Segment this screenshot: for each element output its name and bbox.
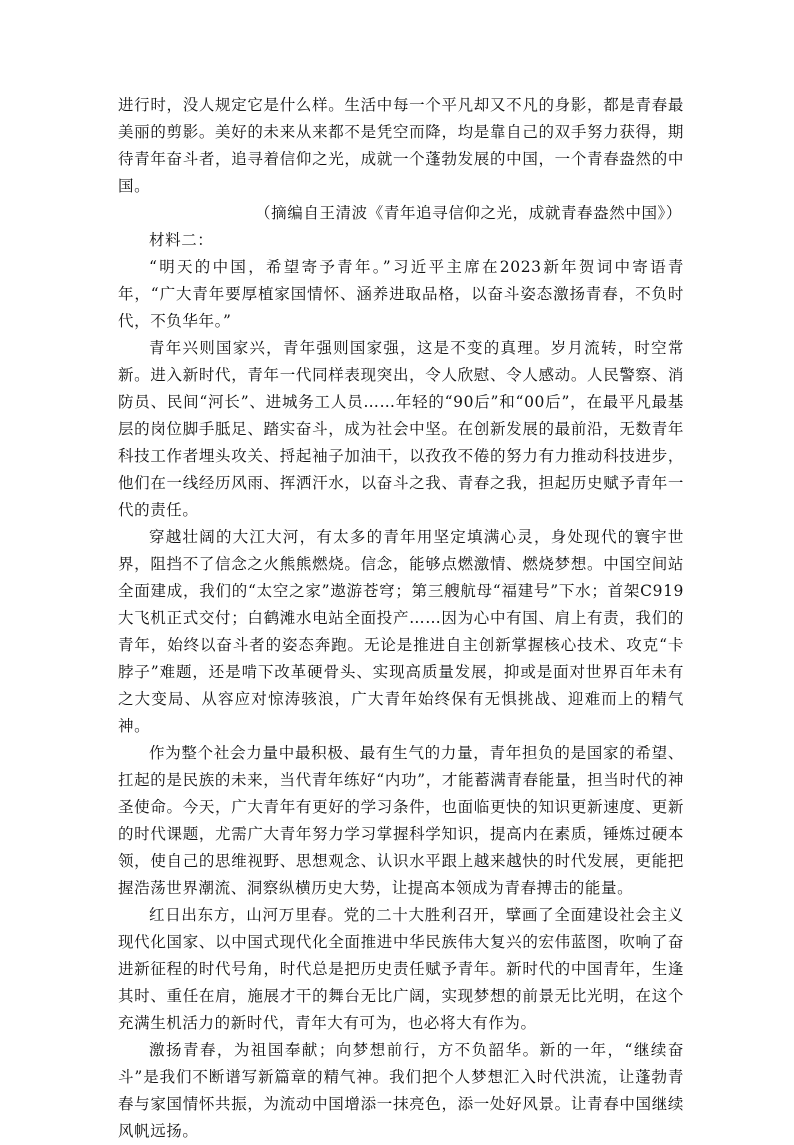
- material-label: 材料二：: [149, 231, 214, 249]
- paragraph: 穿越壮阔的大江大河，有太多的青年用坚定填满心灵，身处现代的寰宇世界，阻挡不了信念之火熊熊燃烧。信念，能够点燃激情、燃烧梦想。中国空间站全面建成，我们的“太空之家”遨游苍穹；第三艘航母“福建号”下水；首架C919大飞机正式交付；白鹤滩水电站全面投产……因为心中有国、肩上有责，我们的青年，始终以奋斗者的姿态奔跑。无论是推进自主创新掌握核心技术、攻克“卡脖子”难题，还是啃下改革硬骨头、实现高质量发展，抑或是面对世界百年未有之大变局、从容应对惊涛骇浪，广大青年始终保有无惧挑战、迎难而上的精气神。: [118, 528, 684, 735]
- paragraph: 青年兴则国家兴，青年强则国家强，这是不变的真理。岁月流转，时空常新。进入新时代，青年一代同样表现突出，令人欣慰、令人感动。人民警察、消防员、民间“河长”、进城务工人员……年轻的“90后”和“00后”，在最平凡最基层的岗位脚手胝足、踏实奋斗，成为社会中坚。在创新发展的最前沿，无数青年科技工作者埋头攻关、捋起袖子加油干，以孜孜不倦的努力有力推动科技进步，他们在一线经历风雨、挥洒汗水，以奋斗之我、青春之我，担起历史赋予青年一代的责任。: [118, 339, 684, 519]
- paragraph: 红日出东方，山河万里春。党的二十大胜利召开，擘画了全面建设社会主义现代化国家、以中国式现代化全面推进中华民族伟大复兴的宏伟蓝图，吹响了奋进新征程的时代号角，时代总是把历史责任赋予青年。新时代的中国青年，生逢其时、重任在肩，施展才干的舞台无比广阔，实现梦想的前景无比光明，在这个充满生机活力的新时代，青年大有可为，也必将大有作为。: [118, 906, 684, 1032]
- source-citation: （摘编自王清波《青年追寻信仰之光，成就青春盎然中国》）: [255, 204, 682, 222]
- paragraph-continuation: 进行时，没人规定它是什么样。生活中每一个平凡却又不凡的身影，都是青春最美丽的剪影。美好的未来从来都不是凭空而降，均是靠自己的双手努力获得，期待青年奋斗者，追寻着信仰之光，成就一个蓬勃发展的中国，一个青春盎然的中国。: [118, 96, 684, 195]
- paragraph: “明天的中国，希望寄予青年。”习近平主席在2023新年贺词中寄语青年，“广大青年要厚植家国情怀、涵养进取品格，以奋斗姿态激扬青春，不负时代，不负华年。”: [118, 258, 684, 330]
- paragraph: 作为整个社会力量中最积极、最有生气的力量，青年担负的是国家的希望、扛起的是民族的未来，当代青年练好“内功”，才能蓄满青春能量，担当时代的神圣使命。今天，广大青年有更好的学习条件，也面临更快的知识更新速度、更新的时代课题，尤需广大青年努力学习掌握科学知识，提高内在素质，锤炼过硬本领，使自己的思维视野、思想观念、认识水平跟上越来越快的时代发展，更能把握浩荡世界潮流、洞察纵横历史大势，让提高本领成为青春搏击的能量。: [118, 744, 684, 897]
- document-body: [118, 92, 684, 1145]
- paragraph: 激扬青春，为祖国奉献；向梦想前行，方不负韶华。新的一年，“继续奋斗”是我们不断谱写新篇章的精气神。我们把个人梦想汇入时代洪流，让蓬勃青春与家国情怀共振，为流动中国增添一抹亮色，添一处好风景。让青春中国继续风帆远扬。: [118, 1041, 684, 1140]
